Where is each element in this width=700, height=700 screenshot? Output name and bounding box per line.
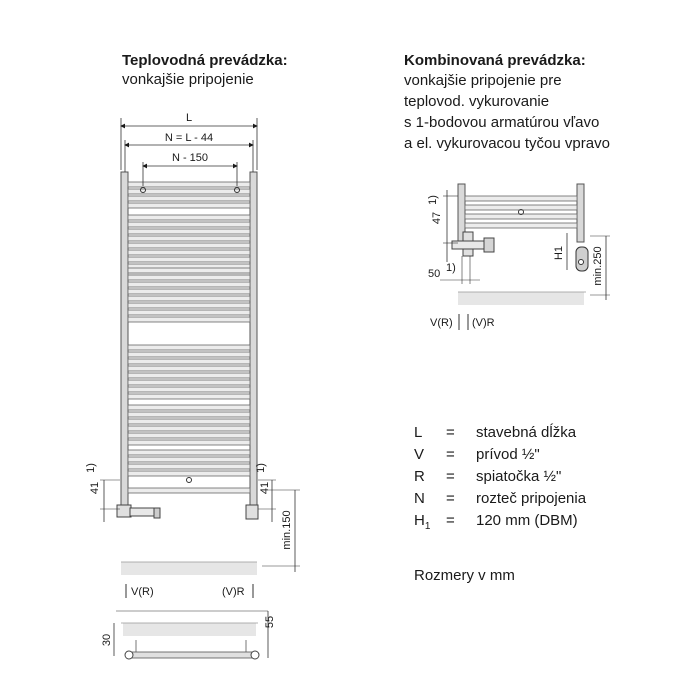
dim-47: 47 <box>431 211 443 225</box>
radiator-rail <box>128 394 250 399</box>
legend-sym-main: H <box>414 512 425 529</box>
legend-sym: R <box>414 468 425 485</box>
radiator-rail <box>128 450 250 455</box>
radiator-rail <box>128 433 250 438</box>
legend-eq: = <box>446 446 455 463</box>
dim-H1: H1 <box>553 245 565 261</box>
radiator-rail <box>128 229 250 234</box>
dim-N-L44: N = L - 44 <box>164 132 214 144</box>
radiator-rail <box>128 352 250 357</box>
side-rail <box>128 652 256 658</box>
left-radiator <box>117 172 258 519</box>
dim-30: 30 <box>101 633 113 647</box>
radiator-rail <box>128 182 250 187</box>
legend-sym: V <box>414 446 425 463</box>
radiator-rail <box>128 203 250 208</box>
dim-min150: min.150 <box>281 510 293 550</box>
dim-50-sup: 1) <box>446 262 456 274</box>
radiator-rail <box>128 296 250 301</box>
legend-eq: = <box>446 468 455 485</box>
right-title: Kombinovaná prevádzka: <box>404 52 586 69</box>
dim-47-sup: 1) <box>427 195 439 205</box>
radiator-rail <box>128 440 250 445</box>
radiator-rail <box>128 250 250 255</box>
radiator-rail <box>128 215 250 220</box>
radiator-rail <box>128 310 250 315</box>
radiator-rail <box>128 471 250 476</box>
radiator-rail <box>128 488 250 493</box>
legend-desc: spiatočka ½" <box>476 468 562 485</box>
side-wall <box>123 623 256 636</box>
right-line-1: vonkajšie pripojenie pre <box>404 72 562 89</box>
legend-row-R <box>414 468 561 485</box>
radiator-rail <box>128 405 250 410</box>
dim-41-left: 41 <box>89 481 101 495</box>
radiator-rail <box>128 457 250 462</box>
legend-eq: = <box>446 490 455 507</box>
right-line-4: a el. vykurovacou tyčou vpravo <box>404 135 610 152</box>
radiator-rail <box>128 373 250 378</box>
radiator-rail <box>128 268 250 273</box>
units-note: Rozmery v mm <box>414 567 515 584</box>
radiator-rail <box>128 243 250 248</box>
radiator-rail <box>128 359 250 364</box>
radiator-rail <box>128 387 250 392</box>
radiator-rail <box>128 426 250 431</box>
dim-55: 55 <box>264 615 276 629</box>
legend-row-N <box>414 490 586 507</box>
radiator-rail <box>128 366 250 371</box>
left-title: Teplovodná prevádzka: <box>122 52 288 69</box>
left-floor <box>121 562 257 575</box>
right-rv: (V)R <box>472 317 495 329</box>
radiator-rail <box>128 412 250 417</box>
right-floor <box>458 292 584 305</box>
right-line-3: s 1-bodovou armatúrou vľavo <box>404 114 600 131</box>
radiator-rail <box>128 222 250 227</box>
radiator-rail <box>128 345 250 350</box>
right-vr: V(R) <box>430 317 453 329</box>
dim-min250: min.250 <box>592 246 604 286</box>
radiator-rail <box>128 380 250 385</box>
dim-N150: N - 150 <box>171 152 209 164</box>
radiator-rail <box>128 419 250 424</box>
legend-desc: stavebná dĺžka <box>476 424 577 441</box>
legend-row-V <box>414 446 540 463</box>
legend-row-L <box>414 424 576 441</box>
radiator-rail <box>128 196 250 201</box>
radiator-rail <box>128 303 250 308</box>
dim-41-left-sup: 1) <box>85 463 97 473</box>
legend-eq: = <box>446 512 455 529</box>
legend-desc: prívod ½" <box>476 446 540 463</box>
legend-eq: = <box>446 424 455 441</box>
radiator-rail <box>128 189 250 194</box>
legend-sym: N <box>414 490 425 507</box>
right-line-2: teplovod. vykurovanie <box>404 93 550 110</box>
left-subtitle: vonkajšie pripojenie <box>122 71 254 88</box>
radiator-rail <box>128 282 250 287</box>
dim-50: 50 <box>428 268 441 280</box>
radiator-rail <box>128 257 250 262</box>
radiator-rail <box>128 317 250 322</box>
radiator-rail <box>128 275 250 280</box>
legend-desc: 120 mm (DBM) <box>476 512 578 529</box>
dim-L: L <box>185 112 193 124</box>
right-radiator-detail <box>452 184 588 271</box>
legend-desc: rozteč pripojenia <box>476 490 587 507</box>
radiator-rail <box>128 236 250 241</box>
radiator-rail <box>128 289 250 294</box>
left-vr: V(R) <box>131 586 154 598</box>
dim-41-right-sup: 1) <box>255 463 267 473</box>
legend-row-H1 <box>414 512 578 532</box>
legend-sym-sub: 1 <box>424 521 431 532</box>
left-rv: (V)R <box>222 586 245 598</box>
radiator-rail <box>128 464 250 469</box>
dim-41-right: 41 <box>259 481 271 495</box>
legend-sym: L <box>414 424 423 441</box>
legend-sym <box>414 512 446 532</box>
